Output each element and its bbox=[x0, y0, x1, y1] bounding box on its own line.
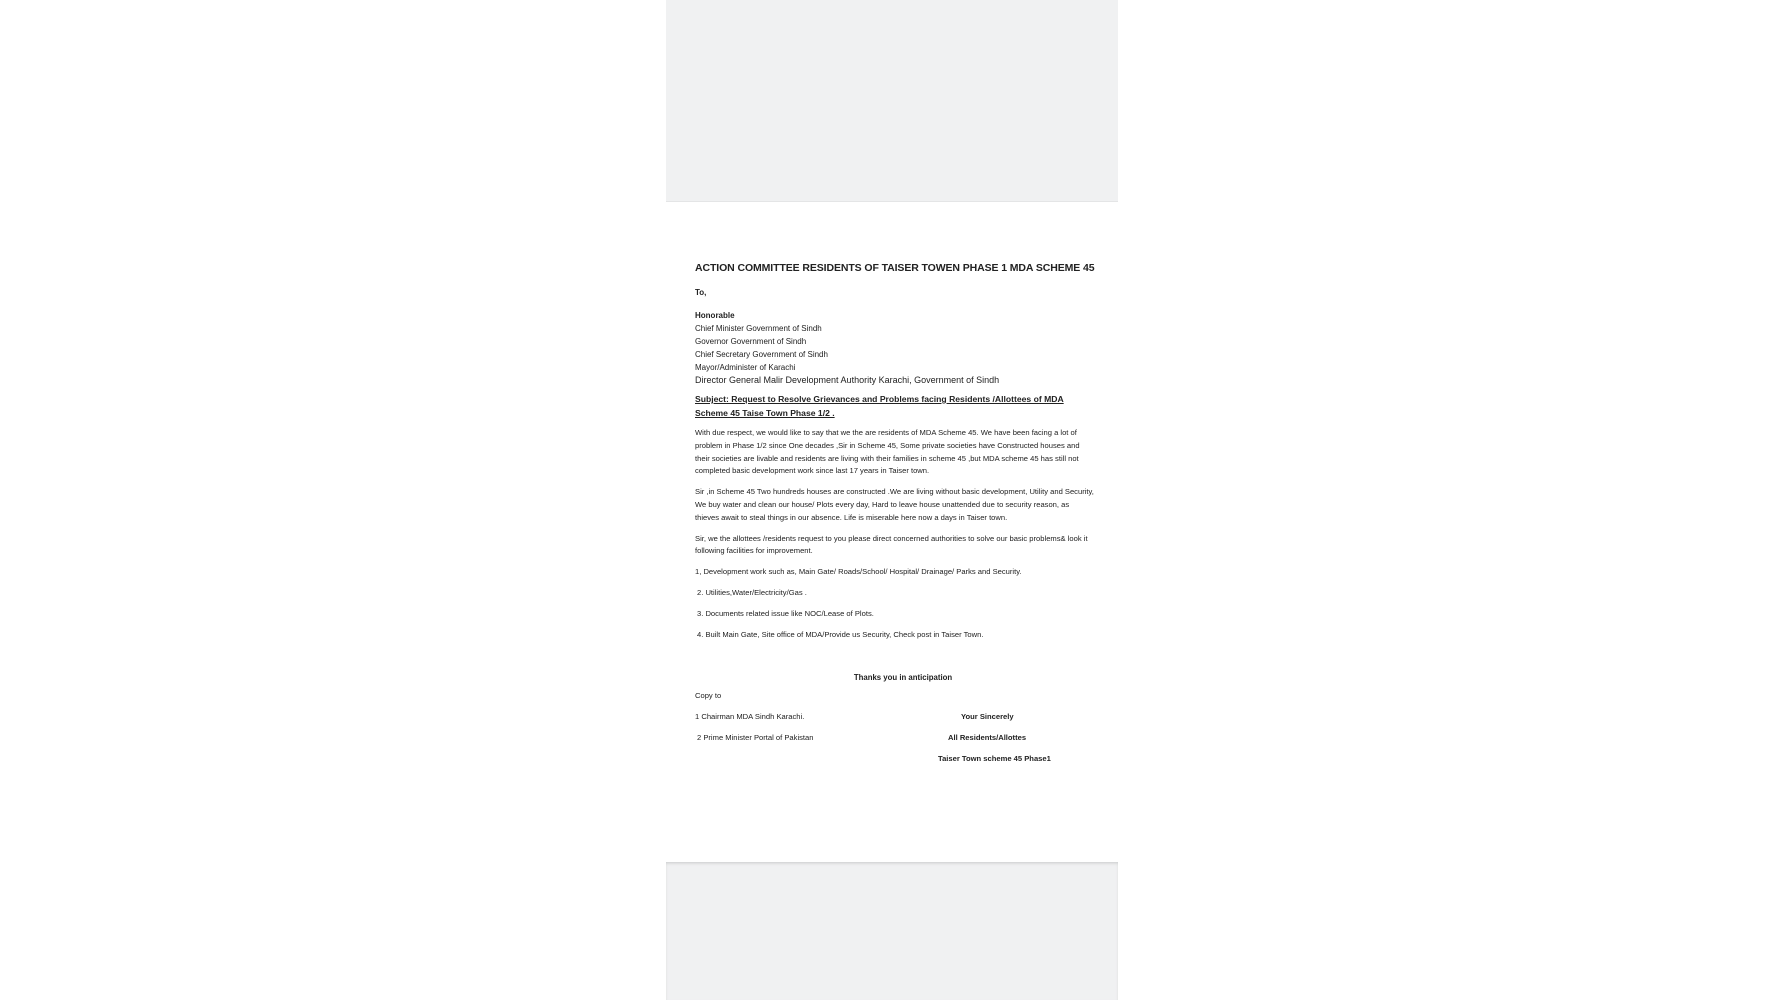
copy-row bbox=[695, 712, 1095, 724]
copy-recipient: 1 Chairman MDA Sindh Karachi. bbox=[695, 712, 805, 722]
addressee-line: Governor Government of Sindh bbox=[695, 337, 807, 346]
copy-to-row bbox=[695, 691, 1095, 703]
list-item: 3. Documents related issue like NOC/Lease of Plots. bbox=[697, 609, 874, 619]
copy-to-label: Copy to bbox=[695, 691, 722, 701]
signature-line: Your Sincerely bbox=[961, 712, 1014, 722]
addressee-line: Chief Secretary Government of Sindh bbox=[695, 350, 828, 359]
addressee-line: Chief Minister Government of Sindh bbox=[695, 324, 822, 333]
letter-heading: ACTION COMMITTEE RESIDENTS OF TAISER TOWEN PHASE 1 MDA SCHEME 45 bbox=[695, 262, 1095, 274]
copy-recipient: 2 Prime Minister Portal of Pakistan bbox=[697, 733, 814, 743]
list-item: 2. Utilities,Water/Electricity/Gas . bbox=[697, 588, 807, 598]
signature-line: Taiser Town scheme 45 Phase1 bbox=[938, 754, 1051, 764]
list-item: 4. Built Main Gate, Site office of MDA/Provide us Security, Check post in Taiser Town. bbox=[697, 630, 984, 640]
signature-row bbox=[695, 754, 1095, 766]
previous-page-area bbox=[666, 0, 1118, 202]
addressee-line: Director General Malir Development Authority Karachi, Government of Sindh bbox=[695, 375, 1000, 385]
body-paragraph: Sir ,in Scheme 45 Two hundreds houses are constructed .We are living without basic development, Utility and Security, We buy water and clean our house/ Plots every day, Hard to leave house unattended due to security reason, as thieves await to steal things in our absence. Life is miserable here now a days in Taiser town. bbox=[695, 487, 1094, 522]
to-line: To, bbox=[695, 288, 707, 297]
addressee-block bbox=[695, 309, 1095, 387]
page-strip[interactable] bbox=[666, 0, 1118, 1000]
addressee-line: Mayor/Administer of Karachi bbox=[695, 363, 796, 372]
honorable-label: Honorable bbox=[695, 311, 735, 320]
subject-line: Subject: Request to Resolve Grievances and Problems facing Residents /Allottees of MDA Scheme 45 Taise Town Phase 1/2 . bbox=[695, 394, 1064, 418]
letter-page bbox=[695, 262, 1095, 775]
closing-thanks: Thanks you in anticipation bbox=[853, 673, 953, 683]
next-page-area bbox=[666, 862, 1118, 1000]
signature-line: All Residents/Allottes bbox=[948, 733, 1027, 743]
list-item: 1, Development work such as, Main Gate/ Roads/School/ Hospital/ Drainage/ Parks and Security. bbox=[695, 567, 1022, 577]
body-paragraph: Sir, we the allottees /residents request to you please direct concerned authorities to solve our basic problems& look it following facilities for improvement. bbox=[695, 533, 1088, 556]
copy-row bbox=[695, 733, 1095, 745]
body-paragraph: With due respect, we would like to say that we the are residents of MDA Scheme 45. We have been facing a lot of problem in Phase 1/2 since One decades ,Sir in Scheme 45, Some private societies have Constructed houses and their societies are livable and residents are living with their families in scheme 45 ,but MDA scheme 45 has still not completed basic development work since last 17 years in Taiser town. bbox=[695, 428, 1080, 476]
